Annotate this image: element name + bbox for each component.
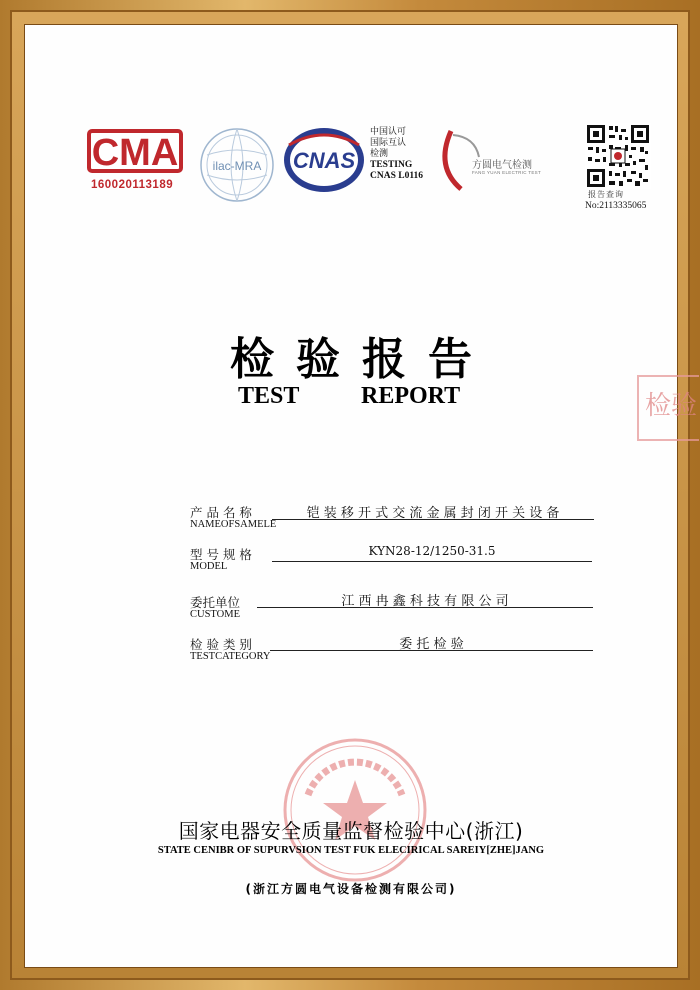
field-label-model: 型 号 规 格 bbox=[190, 547, 252, 562]
qr-caption: 报告查询 bbox=[588, 190, 624, 199]
edge-seal-stamp bbox=[637, 375, 699, 441]
field-label-customer-en: CUSTOME bbox=[190, 609, 240, 620]
svg-text:CNAS: CNAS bbox=[292, 148, 356, 173]
cnas-caption bbox=[370, 127, 423, 182]
cnas-line-1: 中国认可 bbox=[370, 127, 407, 137]
cma-logo-icon bbox=[87, 125, 183, 177]
field-value-model: KYN28-12/1250-31.5 bbox=[368, 544, 496, 558]
field-label-test-category-en: TESTCATEGORY bbox=[190, 651, 271, 662]
title-chinese: 检验报告 bbox=[230, 334, 494, 385]
svg-text:CMA: CMA bbox=[91, 132, 179, 174]
svg-text:ilac-MRA: ilac-MRA bbox=[212, 159, 262, 173]
cnas-testing: TESTING bbox=[370, 160, 413, 170]
company-name: (浙江方圆电气设备检测有限公司) bbox=[245, 882, 457, 896]
field-underline-model bbox=[272, 561, 592, 562]
fangyuan-subtitle: FANG YUAN ELECTRIC TEST bbox=[472, 170, 541, 175]
logo-row bbox=[25, 95, 677, 215]
certificate-paper bbox=[24, 24, 698, 968]
edge-seal-char: 检验 bbox=[645, 391, 698, 421]
report-number: No:2113335065 bbox=[585, 201, 647, 211]
field-value-customer: 江 西 冉 鑫 科 技 有 限 公 司 bbox=[341, 594, 509, 609]
cnas-logo-icon bbox=[281, 125, 367, 195]
ilac-mra-logo-icon bbox=[197, 125, 277, 205]
field-label-sample-name: 产 品 名 称 bbox=[190, 505, 252, 520]
cma-number: 160020113189 bbox=[91, 179, 174, 191]
organization-name-cn: 国家电器安全质量监督检验中心(浙江) bbox=[178, 819, 524, 843]
cnas-line-3: 检测 bbox=[370, 149, 389, 159]
field-value-sample-name: 铠 装 移 开 式 交 流 金 属 封 闭 开 关 设 备 bbox=[306, 506, 560, 521]
official-seal-icon bbox=[280, 735, 430, 885]
field-label-sample-name-en: NAMEOFSAMELE bbox=[190, 519, 277, 530]
title-english-word-1: TEST bbox=[238, 383, 300, 409]
field-label-model-en: MODEL bbox=[190, 561, 228, 572]
field-label-test-category: 检 验 类 别 bbox=[190, 637, 252, 652]
field-label-customer: 委托单位 bbox=[190, 595, 241, 610]
qr-code-icon[interactable] bbox=[585, 123, 651, 189]
field-value-test-category: 委 托 检 验 bbox=[399, 637, 464, 652]
organization-name-en: STATE CENIBR OF SUPURVSION TEST FUK ELECIRICAL SAREIY[ZHE]JANG bbox=[157, 845, 545, 856]
cnas-code: CNAS L0116 bbox=[370, 171, 424, 181]
title-english-word-2: REPORT bbox=[361, 383, 461, 409]
fangyuan-name: 方圆电气检测 bbox=[472, 160, 532, 171]
cnas-line-2: 国际互认 bbox=[370, 138, 407, 148]
